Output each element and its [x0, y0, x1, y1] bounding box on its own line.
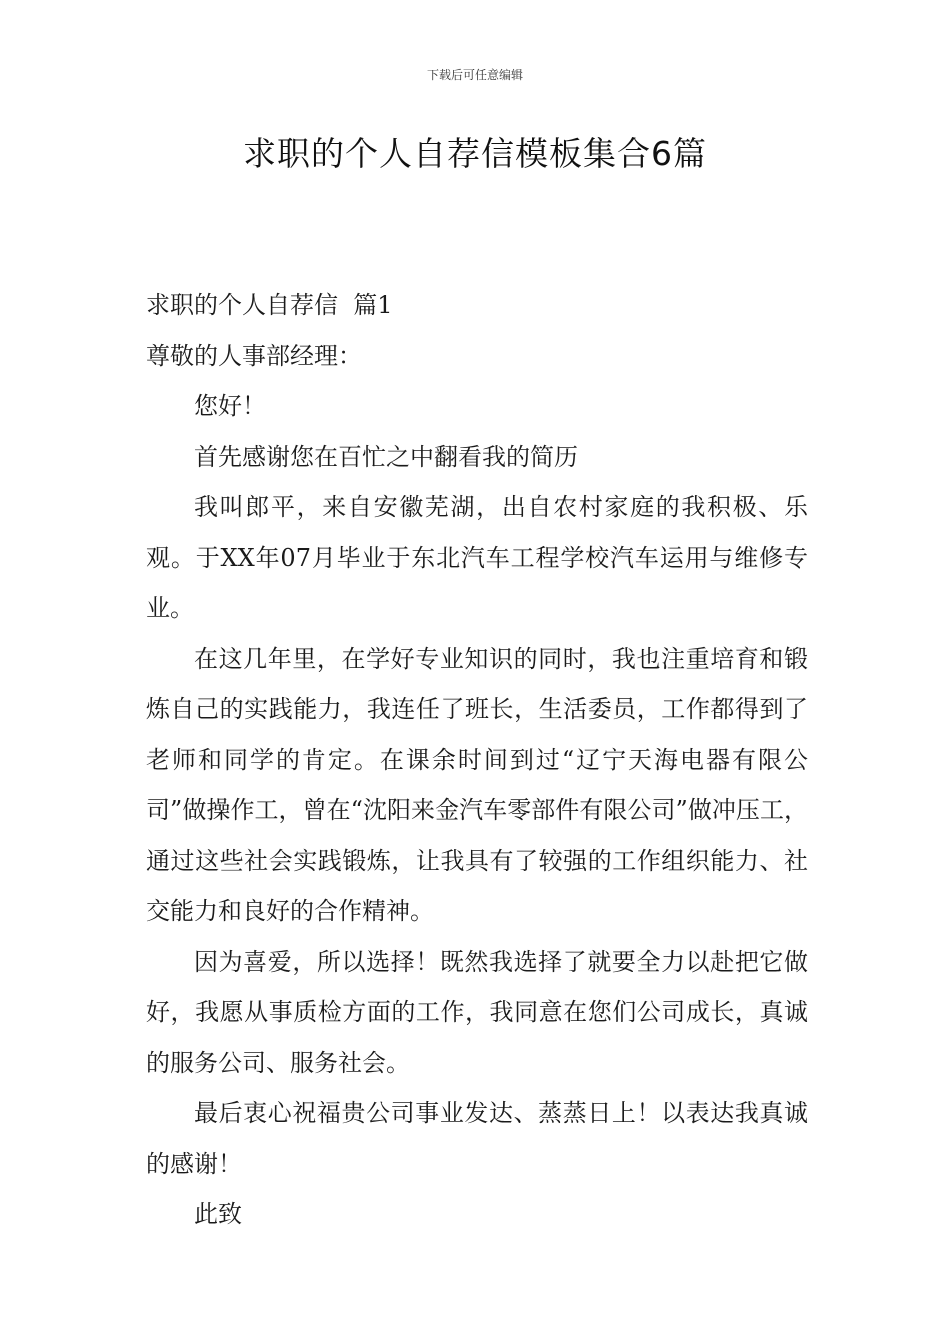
paragraph-experience: 在这几年里，在学好专业知识的同时，我也注重培育和锻炼自己的实践能力，我连任了班长，生活委员，工作都得到了老师和同学的肯定。在课余时间到过“辽宁天海电器有限公司”做操作工，曾在“沈阳来金汽车零部件有限公司”做冲压工，通过这些社会实践锻炼，让我具有了较强的工作组织能力、社交能力和良好的合作精神。 — [146, 644, 808, 925]
section-title: 求职的个人自荐信 篇1 — [146, 291, 393, 319]
paragraph-closing-wishes: 最后衷心祝福贵公司事业发达、蒸蒸日上！以表达我真诚的感谢！ — [146, 1099, 808, 1178]
document-title: 求职的个人自荐信模板集合6篇 — [243, 134, 707, 173]
header-note: 下载后可任意编辑 — [426, 68, 523, 82]
salutation: 尊敬的人事部经理： — [146, 341, 362, 370]
document-body — [146, 280, 808, 1240]
paragraph-introduction: 我叫郎平，来自安徽芜湖，出自农村家庭的我积极、乐观。于XX年07月毕业于东北汽车工程学校汽车运用与维修专业。 — [146, 493, 808, 622]
paragraph-motivation: 因为喜爱，所以选择！既然我选择了就要全力以赴把它做好，我愿从事质检方面的工作，我同意在您们公司成长，真诚的服务公司、服务社会。 — [146, 947, 808, 1077]
paragraph-sign-off: 此致 — [194, 1200, 242, 1228]
paragraph-thanks: 首先感谢您在百忙之中翻看我的简历 — [194, 442, 578, 471]
paragraph-greeting: 您好！ — [194, 392, 266, 420]
